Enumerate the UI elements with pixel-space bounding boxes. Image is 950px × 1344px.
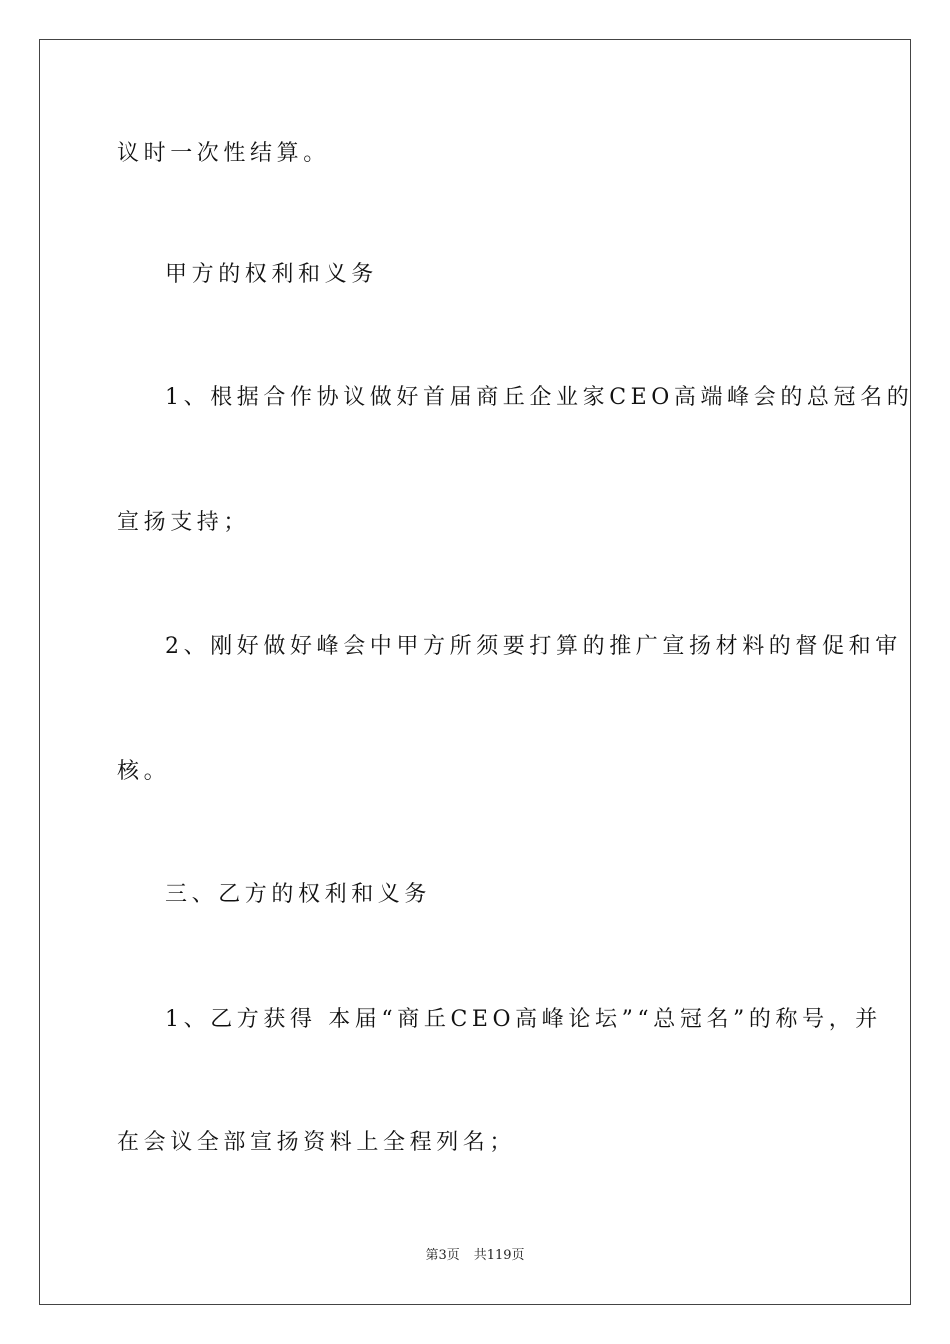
paragraph-line: 1、根据合作协议做好首届商丘企业家CEO高端峰会的总冠名的 <box>165 385 914 410</box>
paragraph-line: 宣扬支持； <box>117 510 251 535</box>
section-heading: 三、乙方的权利和义务 <box>165 882 432 907</box>
paragraph-line: 在会议全部宣扬资料上全程列名； <box>117 1130 517 1155</box>
page-number-total: 共119页 <box>473 1248 525 1263</box>
page-number-current: 第3页 <box>425 1248 460 1263</box>
page-border <box>39 39 914 1305</box>
paragraph-line: 核。 <box>117 759 171 784</box>
page-footer <box>0 1247 950 1265</box>
paragraph-line: 2、刚好做好峰会中甲方所须要打算的推广宣扬材料的督促和审 <box>165 634 902 659</box>
section-heading: 甲方的权利和义务 <box>165 262 378 287</box>
paragraph-line: 1、乙方获得 本届“商丘CEO高峰论坛”“总冠名”的称号，并 <box>165 1007 882 1032</box>
paragraph-line: 议时一次性结算。 <box>117 141 330 166</box>
